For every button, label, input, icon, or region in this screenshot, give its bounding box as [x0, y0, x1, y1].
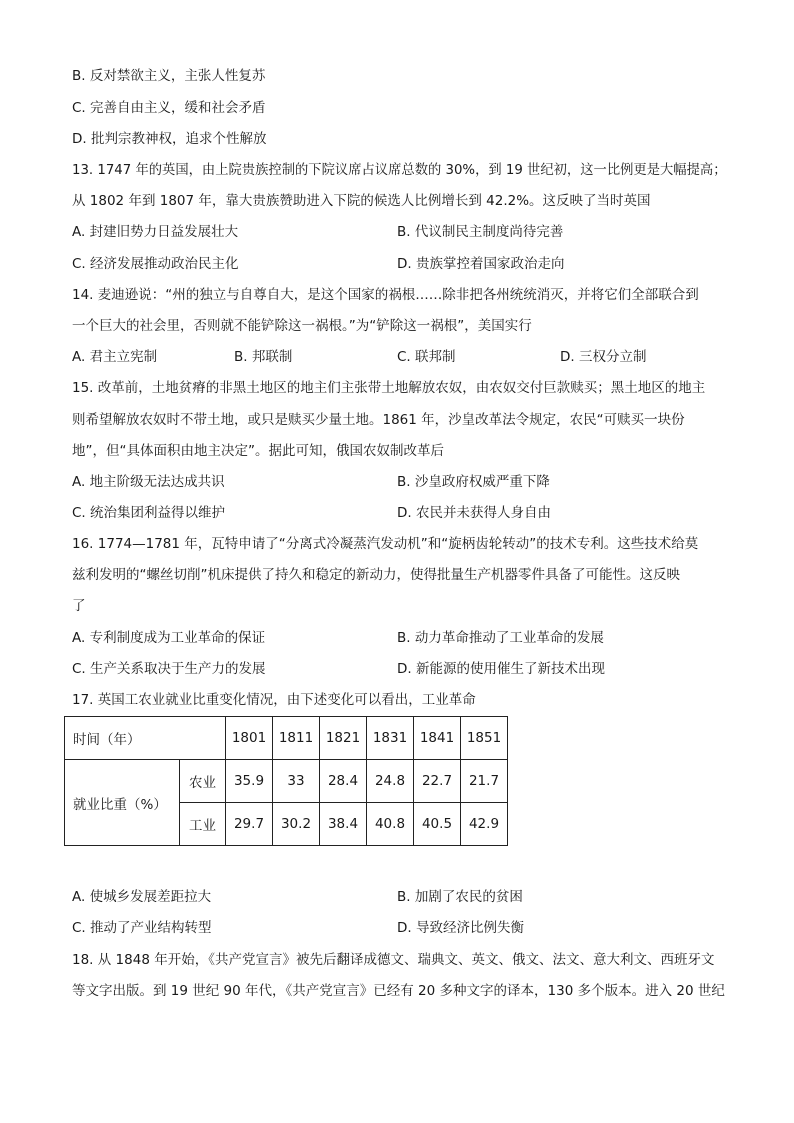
table-row-label: 工业	[180, 803, 226, 846]
q15-option-a: A. 地主阶级无法达成共识	[72, 474, 225, 490]
q12-option-c: C. 完善自由主义，缓和社会矛盾	[72, 100, 266, 116]
table-year-cell: 1841	[414, 717, 461, 760]
q15-stem-line3: 地”，但“具体面积由地主决定”。据此可知，俄国农奴制改革后	[72, 443, 444, 459]
q13-stem-line2: 从 1802 年到 1807 年，靠大贵族赞助进入下院的候选人比例增长到 42.2%。这反映了当时英国	[72, 193, 651, 209]
q17-option-c: C. 推动了产业结构转型	[72, 920, 212, 936]
table-header-label: 时间（年）	[65, 717, 226, 760]
q17-option-b: B. 加剧了农民的贫困	[397, 889, 523, 905]
table-cell: 42.9	[461, 803, 508, 846]
table-group-label: 就业比重（%）	[65, 760, 180, 846]
table-cell: 21.7	[461, 760, 508, 803]
table-cell: 28.4	[320, 760, 367, 803]
q13-option-b: B. 代议制民主制度尚待完善	[397, 224, 564, 240]
q14-stem-line2: 一个巨大的社会里，否则就不能铲除这一祸根。”为“铲除这一祸根”，美国实行	[72, 318, 532, 334]
q16-option-d: D. 新能源的使用催生了新技术出现	[397, 661, 605, 677]
q15-stem-line1: 15. 改革前，土地贫瘠的非黑土地区的地主们主张带土地解放农奴，由农奴交付巨款赎买；黑土地区的地主	[72, 380, 706, 396]
q15-stem-line2: 则希望解放农奴时不带土地，或只是赎买少量土地。1861 年，沙皇改革法令规定，农民“可赎买一块份	[72, 412, 685, 428]
q16-option-c: C. 生产关系取决于生产力的发展	[72, 661, 266, 677]
table-cell: 29.7	[226, 803, 273, 846]
table-year-cell: 1821	[320, 717, 367, 760]
table-year-cell: 1851	[461, 717, 508, 760]
q13-option-c: C. 经济发展推动政治民主化	[72, 256, 239, 272]
employment-table	[64, 716, 508, 846]
q14-option-a: A. 君主立宪制	[72, 349, 158, 365]
q18-stem-line1: 18. 从 1848 年开始，《共产党宣言》被先后翻译成德文、瑞典文、英文、俄文、法文、意大利文、西班牙文	[72, 952, 715, 968]
q14-stem-line1: 14. 麦迪逊说：“州的独立与自尊自大，是这个国家的祸根……除非把各州统统消灭，并将它们全部联合到	[72, 287, 699, 303]
q12-option-d: D. 批判宗教神权，追求个性解放	[72, 131, 267, 147]
table-header-row	[65, 717, 508, 760]
table-year-cell: 1801	[226, 717, 273, 760]
q14-option-d: D. 三权分立制	[560, 349, 647, 365]
table-cell: 40.8	[367, 803, 414, 846]
q16-stem-line1: 16. 1774—1781 年，瓦特申请了“分离式冷凝蒸汽发动机”和“旋柄齿轮转动”的技术专利。这些技术给莫	[72, 536, 699, 552]
q14-option-b: B. 邦联制	[234, 349, 293, 365]
q12-option-b: B. 反对禁欲主义，主张人性复苏	[72, 68, 266, 84]
q13-option-a: A. 封建旧势力日益发展壮大	[72, 224, 239, 240]
q17-option-d: D. 导致经济比例失衡	[397, 920, 524, 936]
table-cell: 30.2	[273, 803, 320, 846]
q18-stem-line2: 等文字出版。到 19 世纪 90 年代，《共产党宣言》已经有 20 多种文字的译本，130 多个版本。进入 20 世纪	[72, 983, 725, 999]
q16-option-b: B. 动力革命推动了工业革命的发展	[397, 630, 604, 646]
q15-option-c: C. 统治集团利益得以维护	[72, 505, 226, 521]
q16-stem-line2: 兹利发明的“螺丝切削”机床提供了持久和稳定的新动力，使得批量生产机器零件具备了可能性。这反映	[72, 567, 680, 583]
table-year-cell: 1811	[273, 717, 320, 760]
table-cell: 38.4	[320, 803, 367, 846]
q13-stem-line1: 13. 1747 年的英国，由上院贵族控制的下院议席占议席总数的 30%，到 19 世纪初，这一比例更是大幅提高；	[72, 162, 727, 178]
q15-option-b: B. 沙皇政府权威严重下降	[397, 474, 550, 490]
q16-option-a: A. 专利制度成为工业革命的保证	[72, 630, 266, 646]
q17-option-a: A. 使城乡发展差距拉大	[72, 889, 212, 905]
table-cell: 40.5	[414, 803, 461, 846]
q15-option-d: D. 农民并未获得人身自由	[397, 505, 551, 521]
q16-stem-line3: 了	[72, 598, 86, 614]
table-cell: 35.9	[226, 760, 273, 803]
table-cell: 24.8	[367, 760, 414, 803]
table-year-cell: 1831	[367, 717, 414, 760]
q17-stem: 17. 英国工农业就业比重变化情况，由下述变化可以看出，工业革命	[72, 692, 476, 708]
table-row-label: 农业	[180, 760, 226, 803]
table-row	[65, 760, 508, 803]
q14-option-c: C. 联邦制	[397, 349, 456, 365]
table-cell: 22.7	[414, 760, 461, 803]
q13-option-d: D. 贵族掌控着国家政治走向	[397, 256, 565, 272]
table-cell: 33	[273, 760, 320, 803]
